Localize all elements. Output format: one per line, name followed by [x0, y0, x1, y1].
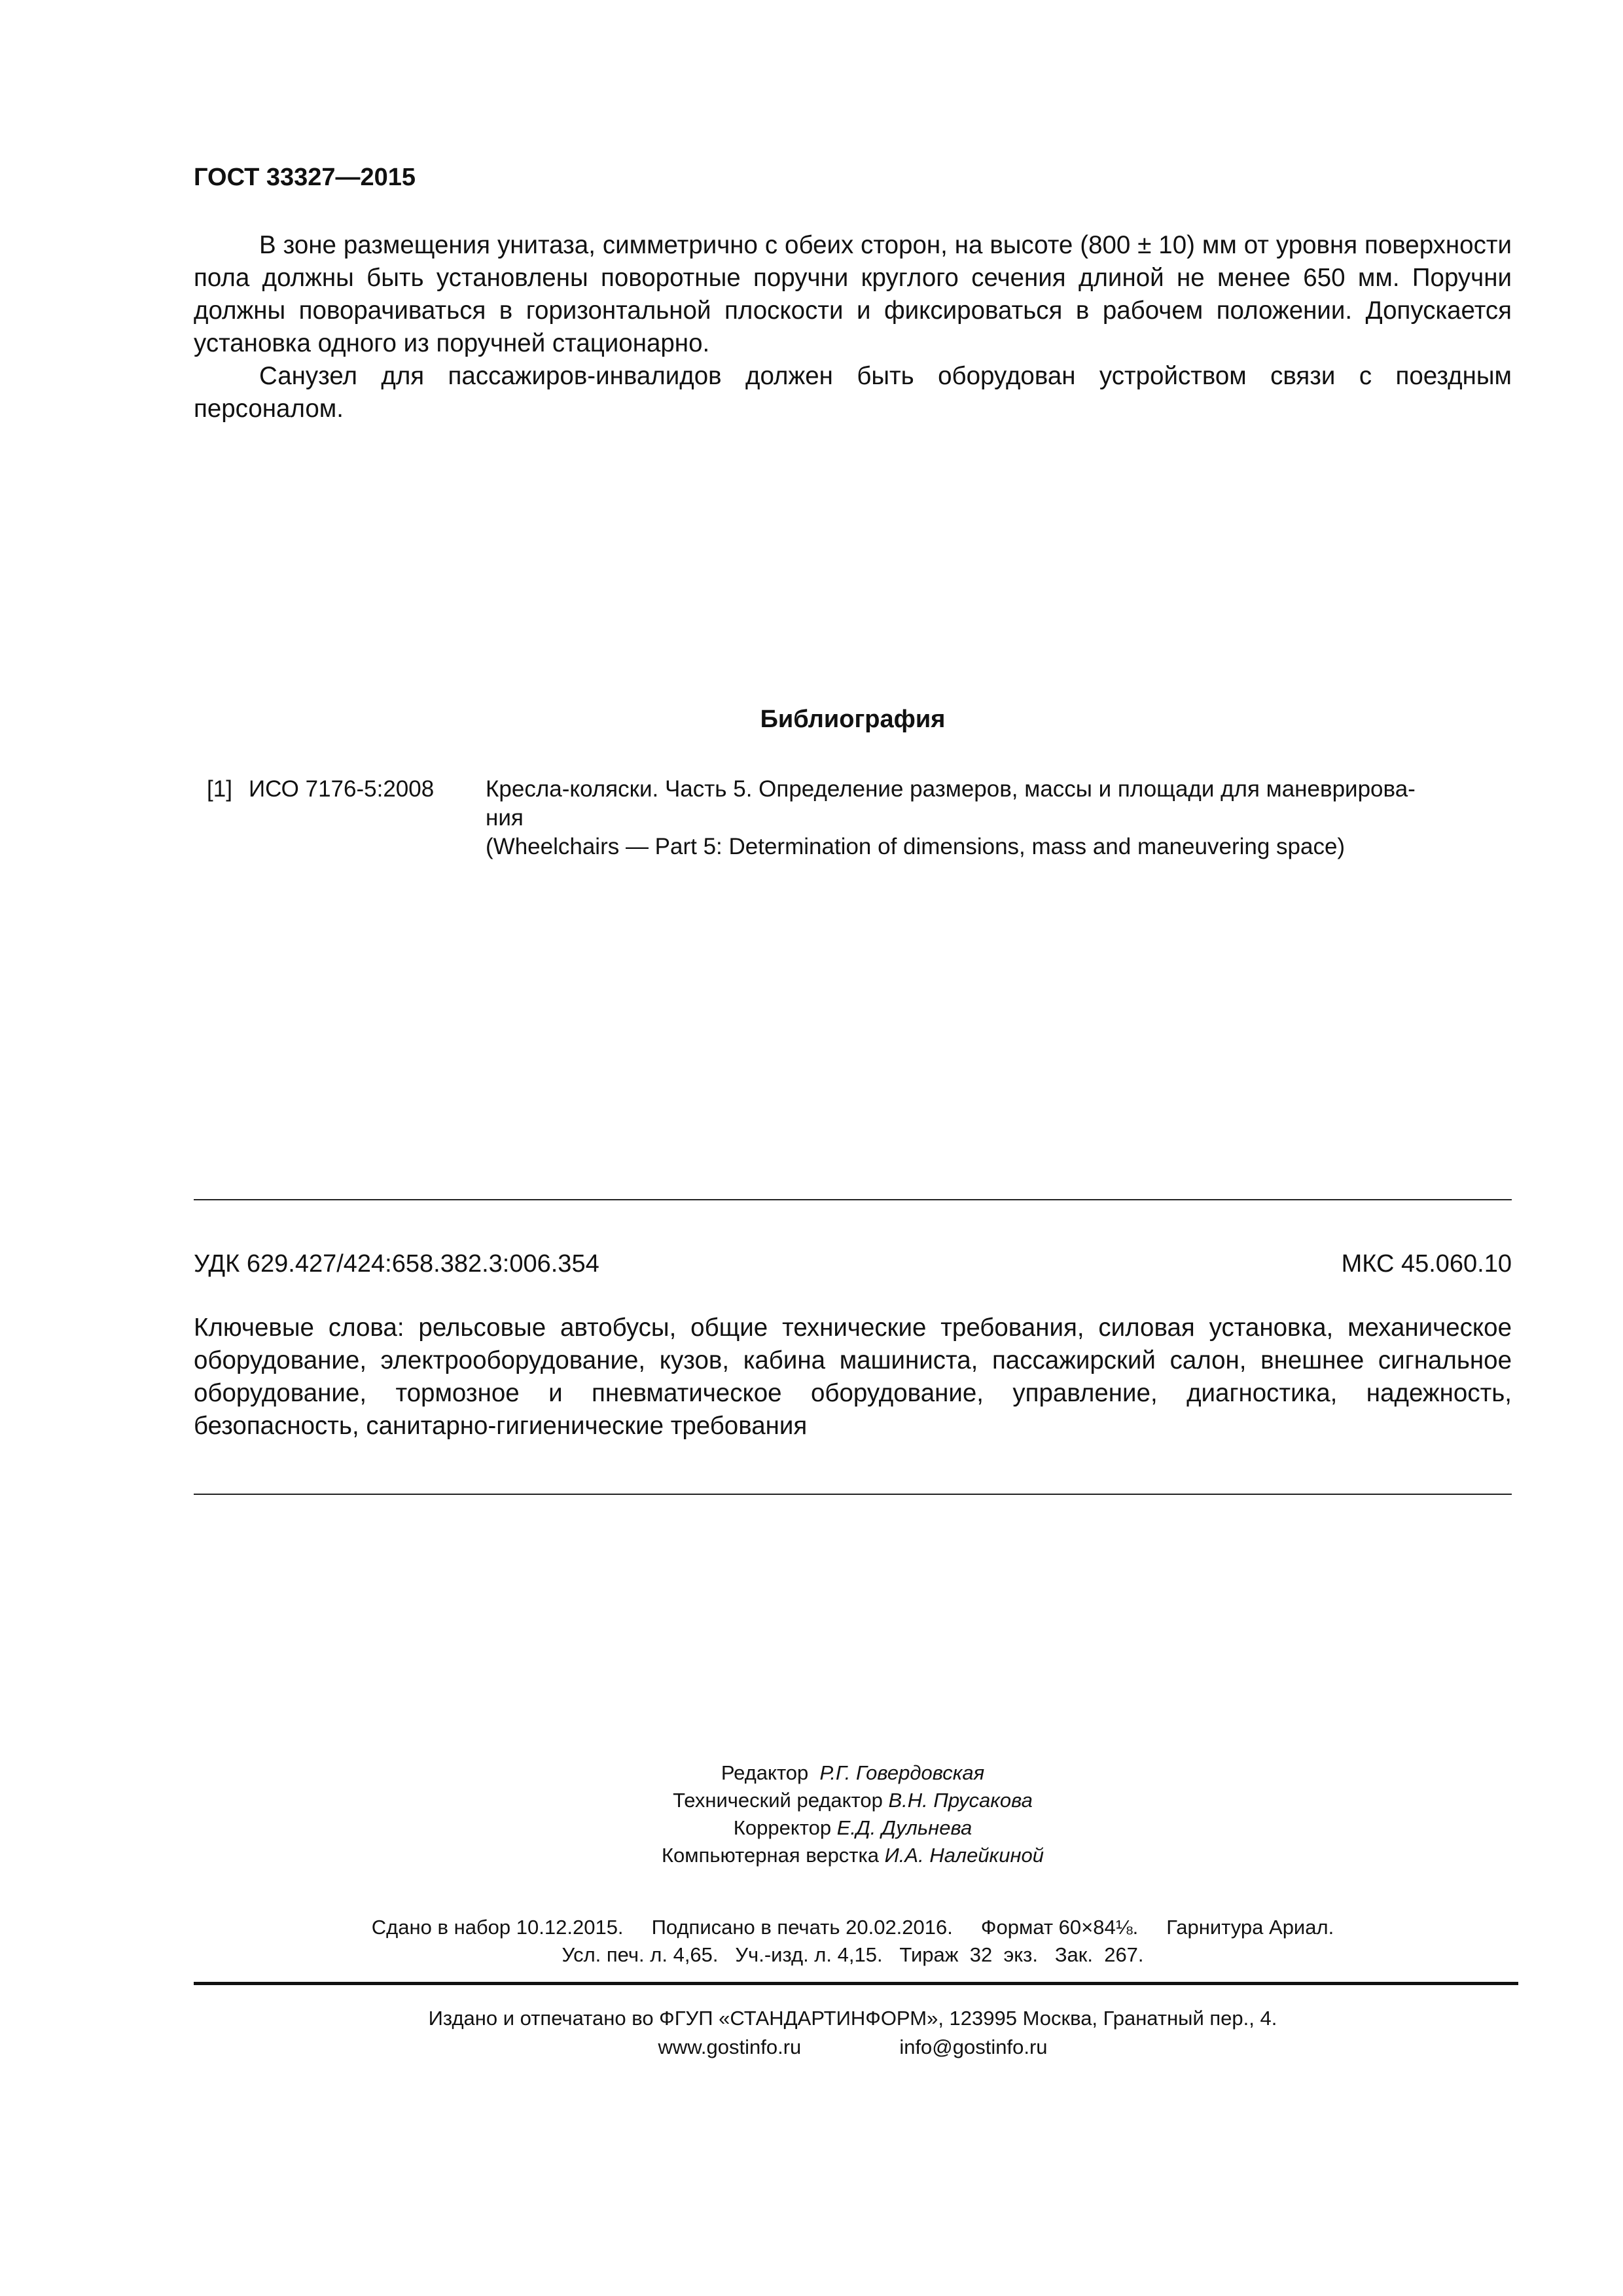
- imprint-line-1: Сдано в набор 10.12.2015. Подписано в печать 20.02.2016. Формат 60×84⅛. Гарнитура Ариал.: [371, 1916, 1334, 1939]
- staff-row-layout: [194, 1842, 1512, 1869]
- divider-thick: [194, 1982, 1518, 1985]
- bibliography-entry-description: [486, 775, 1507, 861]
- email-link[interactable]: info@gostinfo.ru: [899, 2036, 1048, 2058]
- website-link[interactable]: www.gostinfo.ru: [658, 2036, 802, 2058]
- staff-name: Е.Д. Дульнева: [836, 1816, 972, 1839]
- staff-role: Технический редактор: [673, 1789, 883, 1812]
- divider-top: [194, 1199, 1512, 1200]
- bibliography-entry-title-line-2: ния: [486, 805, 524, 831]
- body-text: [194, 229, 1512, 425]
- bibliography-heading: Библиография: [760, 706, 946, 733]
- imprint-line-2: Усл. печ. л. 4,65. Уч.-изд. л. 4,15. Тираж 32 экз. Зак. 267.: [562, 1943, 1144, 1966]
- publisher-contacts: [194, 2033, 1512, 2062]
- imprint-block: [194, 1914, 1512, 1969]
- staff-role: Редактор: [721, 1761, 809, 1784]
- publisher-block: [194, 2004, 1512, 2062]
- staff-role: Компьютерная верстка: [662, 1844, 879, 1867]
- paragraph-communication: Санузел для пассажиров-инвалидов должен быть оборудован устройством связи с поездным персоналом.: [194, 362, 1512, 423]
- staff-row-proofreader: [194, 1814, 1512, 1842]
- staff-row-tech-editor: [194, 1787, 1512, 1814]
- keywords-text: Ключевые слова: рельсовые автобусы, общие технические требования, силовая установка, механическое оборудование, электрооборудование, кузов, кабина машиниста, пассажирский салон, внешнее сигнальное оборудование, тормозное и пневматическое оборудование, управление, диагностика, надежность, безопасность, санитарно-гигиенические требования: [194, 1314, 1512, 1440]
- document-code: ГОСТ 33327—2015: [194, 164, 416, 191]
- staff-name: Р.Г. Говердовская: [819, 1761, 985, 1784]
- staff-name: И.А. Налейкиной: [884, 1844, 1044, 1867]
- bibliography-entry-reference: ИСО 7176-5:2008: [249, 776, 435, 802]
- bibliography-entry-title-line-1: Кресла-коляски. Часть 5. Определение размеров, массы и площади для маневрирова-: [486, 776, 1416, 802]
- udk-code: УДК 629.427/424:658.382.3:006.354: [194, 1250, 599, 1278]
- staff-role: Корректор: [733, 1816, 832, 1839]
- staff-list: [194, 1759, 1512, 1869]
- staff-name: В.Н. Прусакова: [888, 1789, 1033, 1812]
- mks-code: МКС 45.060.10: [1341, 1250, 1512, 1278]
- staff-row-editor: [194, 1759, 1512, 1787]
- bibliography-entry-number: [1]: [207, 776, 232, 802]
- publisher-line: Издано и отпечатано во ФГУП «СТАНДАРТИНФОРМ», 123995 Москва, Гранатный пер., 4.: [428, 2007, 1277, 2030]
- bibliography-entry-title-en: (Wheelchairs — Part 5: Determination of dimensions, mass and maneuvering space): [486, 834, 1346, 859]
- divider-bottom: [194, 1494, 1512, 1495]
- paragraph-handrails: В зоне размещения унитаза, симметрично с обеих сторон, на высоте (800 ± 10) мм от уровня поверхности пола должны быть установлены поворотные поручни круглого сечения длиной не менее 650 мм. Поручни должны поворачиваться в горизонтальной плоскости и фиксироваться в рабочем положении. Допускается установка одного из поручней стационарно.: [194, 231, 1512, 357]
